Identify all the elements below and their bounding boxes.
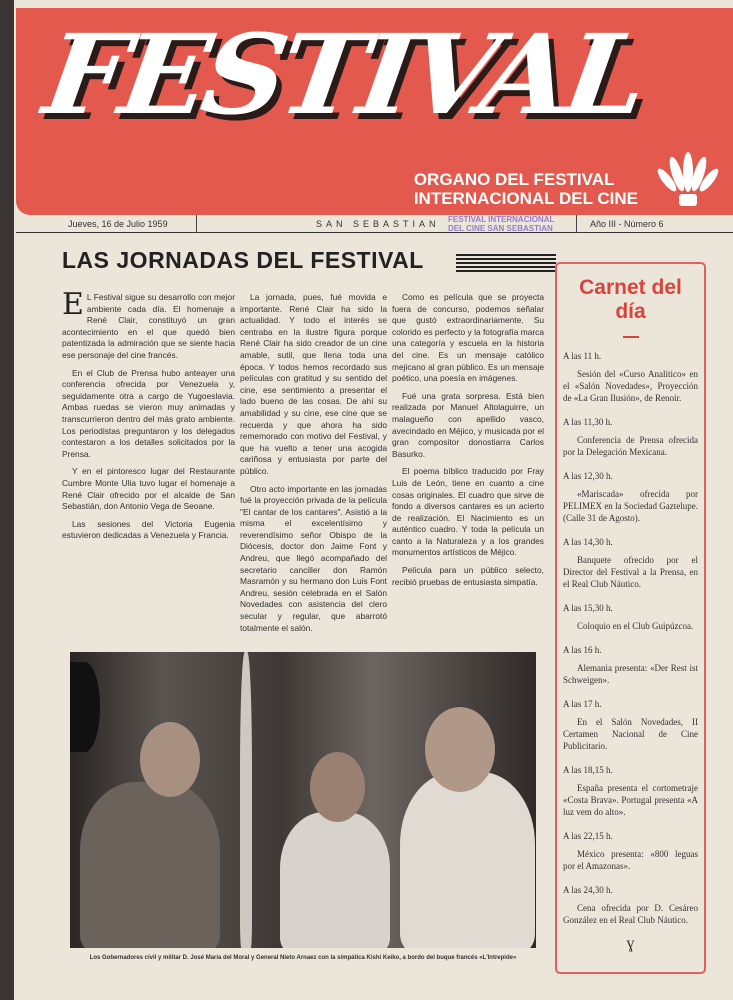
paragraph: La jornada, pues, fué movida e importante. René Clair ha sido la actualidad. Y todo el interés se centraba en la ilustre figura porque René Clair ha sido creador de un cine amable, sutil, que llena toda una época. Y todos hemos recordado sus películas con gratitud y su sentido del cine, ese sentimiento a presentar el lado bueno de las cosas. De ahí su amabilidad y su cine, ese cine que se recuerda y que ahora ha sido rememorado con motivo del Festival, y que ha vuelto a tener una acogida cariñosa y entusiasta por parte del público. bbox=[240, 292, 387, 476]
event-description: Sesión del «Curso Analítico» en el «Salón Novedades», Proyección de «La Gran Ilusión», de Renoir. bbox=[563, 368, 698, 403]
paragraph: Fué una grata sorpresa. Está bien realizada por Manuel Altolaguirre, un malagueño con apellido vasco, avecindado en Méjico, y musicada por el gran compositor donostiarra Carlos Basurko. bbox=[392, 390, 544, 459]
carnet-event bbox=[563, 602, 698, 632]
paragraph: Otro acto importante en las jornadas fué la proyección privada de la película "El cantar de los cantares". Asistió a la misma el excelentísimo y reverendísimo señor Obispo de la Diócesis, doctor don Jaime Font y Andreu, que llegó acompañado del secretario canciller don Ramón Masramón y su hermano don Luis Font Andreu, sesión celebrada en el Salón Novedades con asistencia del clero secular y regular, que abarrotó totalmente el salón. bbox=[240, 483, 387, 633]
paragraph: El poema bíblico traducido por Fray Luis de León, tiene en cuanto a cine cosas originales. El cuadro que sirve de fondo a diversos cantares es un acierto de realización. El Nacimiento es un auténtico cuadro. Y toda la película un canto a la Naturaleza y a los grandes monumentos artísticos de Méjico. bbox=[392, 466, 544, 558]
carnet-del-dia-box bbox=[555, 262, 706, 974]
photo-caption: Los Gobernadores civil y militar D. José María del Moral y General Nieto Arnaez con la simpática Kishi Keiko, a bordo del buque francés «L'Intrepide» bbox=[89, 955, 517, 961]
carnet-event bbox=[563, 884, 698, 926]
carnet-event bbox=[563, 536, 698, 590]
event-description: Cena ofrecida por D. Cesáreo González en el Real Club Náutico. bbox=[563, 902, 698, 925]
paragraph bbox=[62, 287, 235, 362]
event-time: A las 22,15 h. bbox=[563, 830, 613, 841]
title-dash bbox=[623, 336, 639, 338]
scallop-shell-icon bbox=[657, 150, 719, 208]
event-time: A las 14,30 h. bbox=[563, 536, 613, 547]
stamp-line-1: FESTIVAL INTERNACIONAL bbox=[448, 215, 555, 224]
carnet-event bbox=[563, 830, 698, 872]
carnet-event bbox=[563, 470, 698, 524]
carnet-event bbox=[563, 350, 698, 404]
event-time: A las 11 h. bbox=[563, 350, 602, 361]
event-time: A las 11,30 h. bbox=[563, 416, 613, 427]
masthead bbox=[16, 8, 733, 215]
masthead-subtitle bbox=[414, 170, 638, 208]
article-column-3 bbox=[392, 292, 544, 594]
stamp-line-2: DEL CINE SAN SEBASTIAN bbox=[448, 223, 553, 233]
issue-number: Año III - Número 6 bbox=[590, 219, 664, 229]
subtitle-line-2: INTERNACIONAL DEL CINE bbox=[413, 189, 638, 208]
article-column-1 bbox=[62, 287, 235, 548]
event-time: A las 15,30 h. bbox=[563, 602, 613, 613]
news-photo bbox=[70, 652, 536, 948]
event-time: A las 17 h. bbox=[563, 698, 602, 709]
library-stamp bbox=[448, 216, 554, 233]
carnet-event bbox=[563, 644, 698, 686]
paragraph: Y en el pintoresco lugar del Restaurante Cumbre Monte Ulia tuvo lugar el homenaje a René Clair ofrecido por el alcalde de San Sebastián, don Antonio Vega de Seoane. bbox=[62, 466, 235, 512]
paragraph-text: L Festival sigue su desarrollo con mejor ambiente cada día. El homenaje a René Clair, constituyó un gran acontecimiento en el que quedó bien patentizada la admiración que se siente hacia ese personaje del cine francés. bbox=[62, 292, 235, 360]
paragraph: En el Club de Prensa hubo anteayer una conferencia ofrecida por Venezuela y, seguidamente otra a cargo de Yugoeslavia. Ambas ruedas se vieron muy animadas y transcurrieron dentro del más grato ambiente. Los periodistas preguntaron y los delegados contestaron a los detalles solicitados por la Prensa. bbox=[62, 367, 235, 459]
headline-rule bbox=[456, 254, 556, 274]
event-description: En el Salón Novedades, II Certamen Nacional de Cine Publicitario. bbox=[563, 716, 698, 751]
event-time: A las 12,30 h. bbox=[563, 470, 613, 481]
event-time: A las 18,15 h. bbox=[563, 764, 613, 775]
newspaper-page bbox=[14, 0, 733, 1000]
subtitle-line-1: ORGANO DEL FESTIVAL bbox=[413, 170, 615, 189]
event-list bbox=[563, 350, 698, 926]
divider bbox=[576, 215, 577, 233]
carnet-event bbox=[563, 416, 698, 458]
carnet-event bbox=[563, 698, 698, 752]
event-description: Coloquio en el Club Guipúzcoa. bbox=[577, 620, 694, 631]
event-description: Alemania presenta: «Der Rest ist Schweigen». bbox=[563, 662, 698, 685]
date-bar bbox=[16, 215, 733, 233]
divider bbox=[196, 215, 197, 233]
end-ornament: ɣ bbox=[626, 934, 635, 952]
carnet-title: Carnet del día bbox=[579, 276, 682, 323]
event-description: Banquete ofrecido por el Director del Festival a la Prensa, en el Real Club Náutico. bbox=[563, 554, 698, 589]
issue-date: Jueves, 16 de Julio 1959 bbox=[68, 219, 168, 229]
article-column-2 bbox=[240, 292, 387, 640]
masthead-logo: FESTIVAL bbox=[36, 10, 651, 139]
event-description: España presenta el cortometraje «Costa Brava». Portugal presenta «A luz vem do alto». bbox=[563, 782, 698, 817]
carnet-event bbox=[563, 764, 698, 818]
paragraph: Película para un público selecto, recibió pruebas de entusiasta simpatía. bbox=[392, 565, 544, 587]
drop-cap: E bbox=[62, 287, 84, 322]
event-description: Conferencia de Prensa ofrecida por la Delegación Mexicana. bbox=[563, 434, 698, 457]
event-time: A las 24,30 h. bbox=[563, 884, 613, 895]
article-headline: LAS JORNADAS DEL FESTIVAL bbox=[62, 247, 424, 273]
event-description: «Mariscada» ofrecida por PELIMEX en la Sociedad Gaztelupe. (Calle 31 de Agosto). bbox=[563, 488, 698, 523]
event-description: México presenta: «800 leguas por el Amazonas». bbox=[563, 848, 698, 871]
event-time: A las 16 h. bbox=[563, 644, 602, 655]
paragraph: Las sesiones del Victoria Eugenia estuvieron dedicadas a Venezuela y Francia. bbox=[62, 518, 235, 541]
paragraph: Como es película que se proyecta fuera de concurso, podemos señalar que gustó extraordinariamente. Su colorido es perfecto y la fotografía marca una categoría y escuela en la historia del cine. Es un mensaje católico mejicano al gran público. Es un mensaje poético, una poesía en imágenes. bbox=[392, 292, 544, 384]
city: SAN SEBASTIAN bbox=[316, 219, 440, 229]
